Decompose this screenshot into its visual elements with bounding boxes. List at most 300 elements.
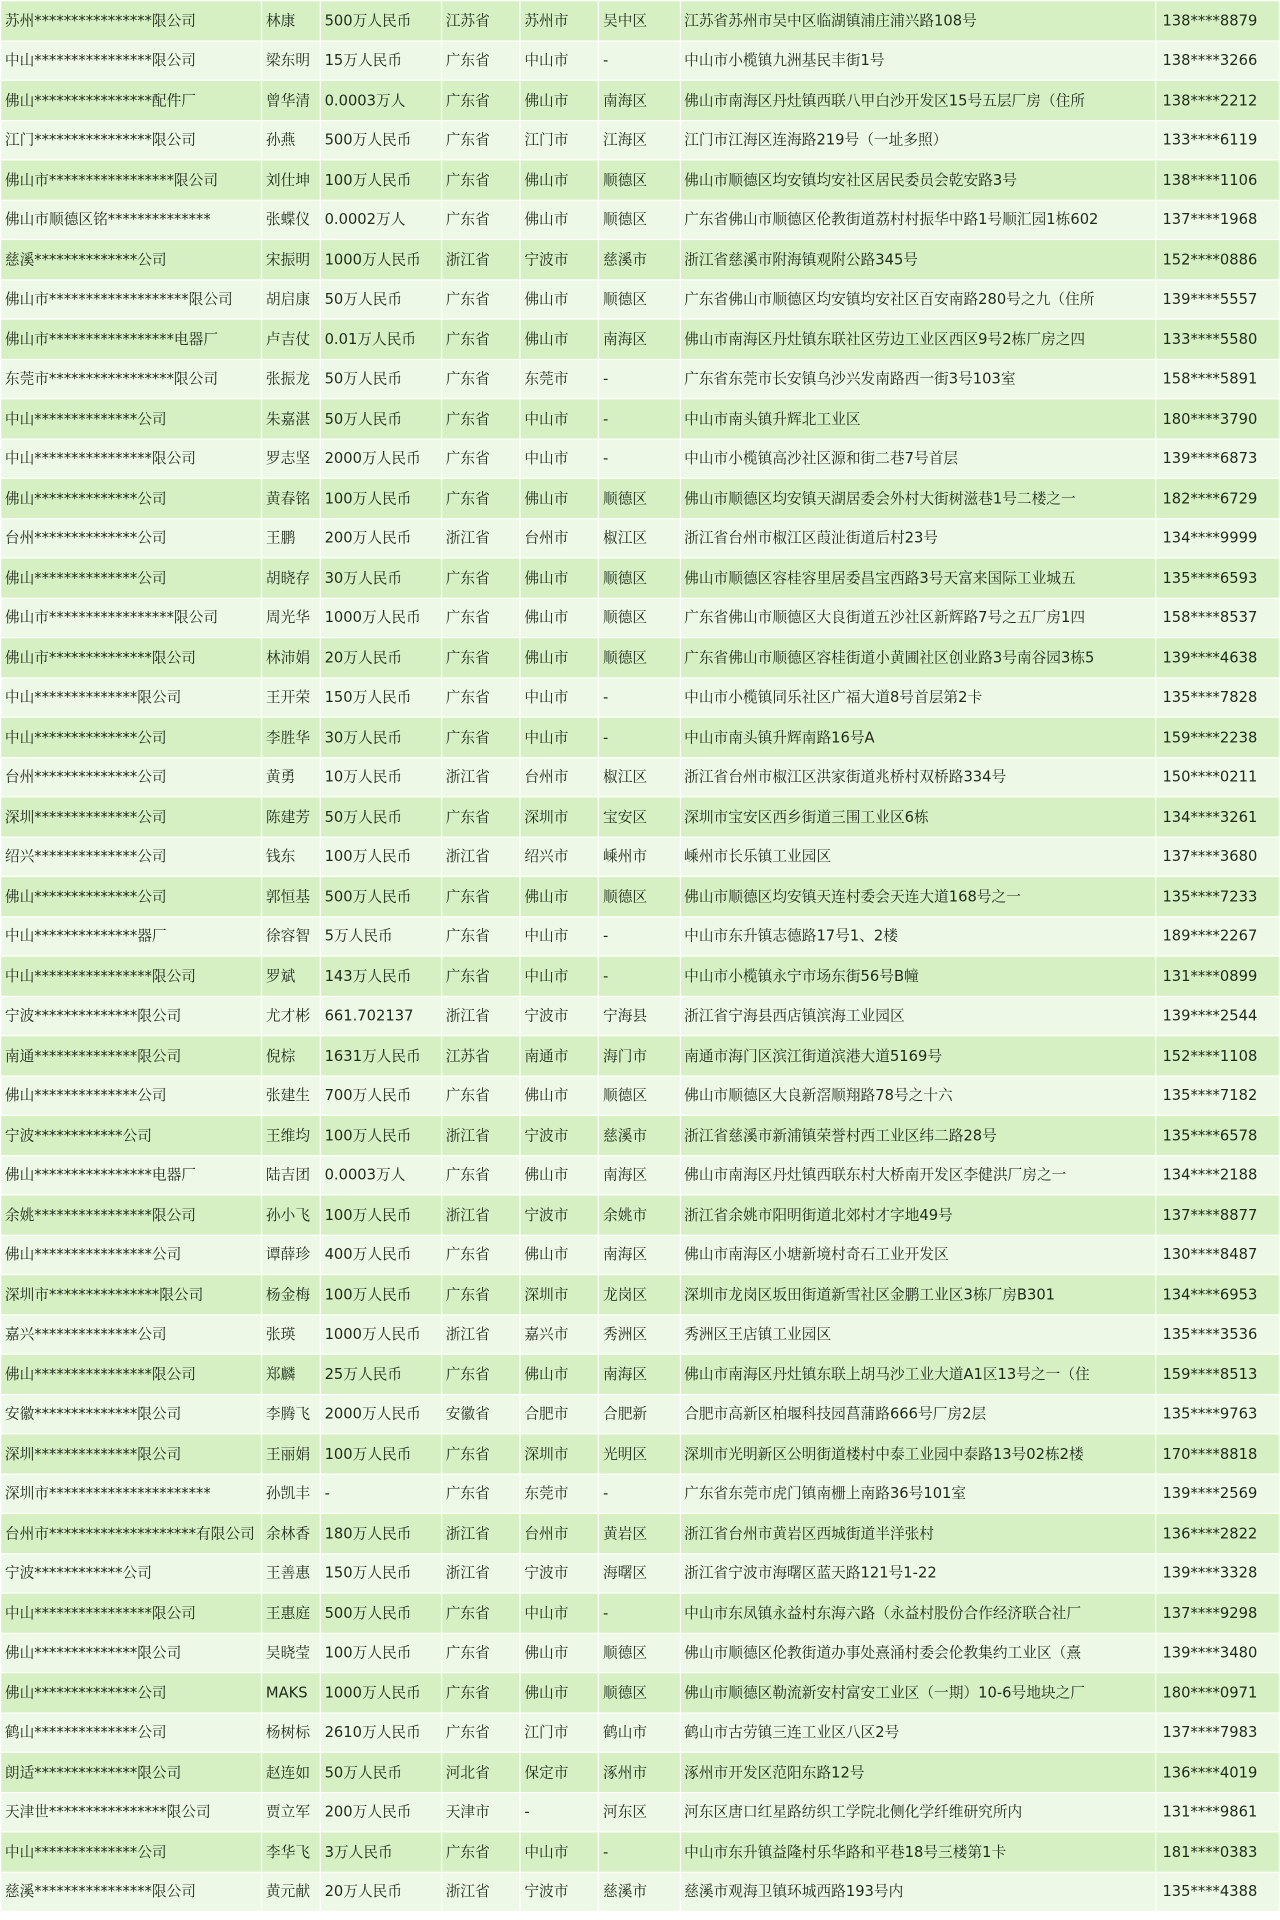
table-row [1,519,1279,558]
phone-cell: 182****6729 [1156,479,1278,518]
company-name-cell: 中山****************限公司 [1,41,261,80]
province-cell: 广东省 [442,200,519,239]
registered-capital-cell: 150万人民币 [321,678,441,717]
city-cell: 深圳市 [521,1275,598,1314]
phone-cell: 139****3480 [1156,1633,1278,1672]
city-cell: 佛山市 [521,1235,598,1274]
province-cell: 广东省 [442,1474,519,1513]
legal-rep-cell: 张振龙 [262,360,319,399]
table-row [1,81,1279,120]
city-cell: 中山市 [521,41,598,80]
city-cell: 宁波市 [521,240,598,279]
legal-rep-cell: 周光华 [262,598,319,637]
company-name-cell: 慈溪****************限公司 [1,1872,261,1911]
legal-rep-cell: 张建生 [262,1076,319,1115]
table-row [1,399,1279,438]
table-row [1,1514,1279,1553]
legal-rep-cell: 卢吉仗 [262,320,319,359]
phone-cell: 138****1106 [1156,160,1278,199]
district-cell: 秀洲区 [599,1315,679,1354]
table-row [1,1434,1279,1473]
registered-capital-cell: 500万人民币 [321,1,441,40]
district-cell: - [599,917,679,956]
registered-capital-cell: 100万人民币 [321,1196,441,1235]
phone-cell: 135****7233 [1156,877,1278,916]
province-cell: 广东省 [442,1673,519,1712]
table-row [1,1594,1279,1633]
legal-rep-cell: 徐容智 [262,917,319,956]
district-cell: 海门市 [599,1036,679,1075]
legal-rep-cell: 孙小飞 [262,1196,319,1235]
registered-capital-cell: 700万人民币 [321,1076,441,1115]
district-cell: 南海区 [599,1156,679,1195]
city-cell: 台州市 [521,1514,598,1553]
company-name-cell: 安徽**************限公司 [1,1395,261,1434]
company-name-cell: 台州**************公司 [1,519,261,558]
legal-rep-cell: 郭恒基 [262,877,319,916]
company-name-cell: 天津世****************限公司 [1,1793,261,1832]
city-cell: 东莞市 [521,360,598,399]
registered-capital-cell: - [321,1474,441,1513]
legal-rep-cell: 赵连如 [262,1753,319,1792]
province-cell: 广东省 [442,559,519,598]
legal-rep-cell: 宋振明 [262,240,319,279]
province-cell: 广东省 [442,1156,519,1195]
company-name-cell: 宁波************公司 [1,1554,261,1593]
phone-cell: 138****3266 [1156,41,1278,80]
address-cell: 江门市江海区连海路219号（一址多照） [680,121,1155,160]
phone-cell: 170****8818 [1156,1434,1278,1473]
district-cell: 慈溪市 [599,1872,679,1911]
district-cell: 涿州市 [599,1753,679,1792]
phone-cell: 137****8877 [1156,1196,1278,1235]
address-cell: 慈溪市观海卫镇环城西路193号内 [680,1872,1155,1911]
address-cell: 广东省东莞市长安镇乌沙兴发南路西一街3号103室 [680,360,1155,399]
province-cell: 广东省 [442,877,519,916]
city-cell: 佛山市 [521,1673,598,1712]
registered-capital-cell: 25万人民币 [321,1355,441,1394]
province-cell: 广东省 [442,598,519,637]
company-name-cell: 宁波************公司 [1,1116,261,1155]
legal-rep-cell: MAKS [262,1673,319,1712]
phone-cell: 135****7182 [1156,1076,1278,1115]
phone-cell: 135****4388 [1156,1872,1278,1911]
registered-capital-cell: 1000万人民币 [321,598,441,637]
city-cell: 中山市 [521,439,598,478]
legal-rep-cell: 王鹏 [262,519,319,558]
phone-cell: 131****9861 [1156,1793,1278,1832]
address-cell: 佛山市南海区丹灶镇东联上胡马沙工业大道A1区13号之一（住 [680,1355,1155,1394]
province-cell: 广东省 [442,797,519,836]
phone-cell: 134****6953 [1156,1275,1278,1314]
table-row [1,758,1279,797]
company-name-cell: 佛山**************公司 [1,877,261,916]
city-cell: 佛山市 [521,638,598,677]
province-cell: 广东省 [442,41,519,80]
legal-rep-cell: 谭薛珍 [262,1235,319,1274]
city-cell: 中山市 [521,917,598,956]
registered-capital-cell: 20万人民币 [321,638,441,677]
registered-capital-cell: 1000万人民币 [321,1315,441,1354]
phone-cell: 189****2267 [1156,917,1278,956]
phone-cell: 158****8537 [1156,598,1278,637]
province-cell: 广东省 [442,399,519,438]
province-cell: 广东省 [442,320,519,359]
address-cell: 佛山市顺德区均安镇天湖居委会外村大街树滋巷1号二楼之一 [680,479,1155,518]
company-name-cell: 佛山**************限公司 [1,1633,261,1672]
phone-cell: 159****2238 [1156,718,1278,757]
district-cell: 顺德区 [599,200,679,239]
registered-capital-cell: 50万人民币 [321,280,441,319]
city-cell: 佛山市 [521,598,598,637]
legal-rep-cell: 王惠庭 [262,1594,319,1633]
legal-rep-cell: 尤才彬 [262,996,319,1035]
district-cell: 顺德区 [599,1673,679,1712]
city-cell: 佛山市 [521,1633,598,1672]
address-cell: 中山市东升镇志德路17号1、2楼 [680,917,1155,956]
company-name-cell: 深圳**************限公司 [1,1434,261,1473]
district-cell: 嵊州市 [599,837,679,876]
registered-capital-cell: 100万人民币 [321,1434,441,1473]
legal-rep-cell: 朱嘉湛 [262,399,319,438]
district-cell: - [599,41,679,80]
district-cell: - [599,718,679,757]
phone-cell: 180****3790 [1156,399,1278,438]
phone-cell: 135****6578 [1156,1116,1278,1155]
legal-rep-cell: 黄春铭 [262,479,319,518]
city-cell: 深圳市 [521,797,598,836]
phone-cell: 133****6119 [1156,121,1278,160]
legal-rep-cell: 胡启康 [262,280,319,319]
company-name-cell: 中山**************器厂 [1,917,261,956]
city-cell: 江门市 [521,121,598,160]
district-cell: 余姚市 [599,1196,679,1235]
address-cell: 浙江省台州市椒江区葭沚街道后村23号 [680,519,1155,558]
phone-cell: 133****5580 [1156,320,1278,359]
phone-cell: 135****9763 [1156,1395,1278,1434]
legal-rep-cell: 贾立军 [262,1793,319,1832]
company-name-cell: 佛山市*****************限公司 [1,160,261,199]
district-cell: 南海区 [599,81,679,120]
city-cell: 佛山市 [521,1355,598,1394]
registered-capital-cell: 1000万人民币 [321,240,441,279]
district-cell: 黄岩区 [599,1514,679,1553]
registered-capital-cell: 15万人民币 [321,41,441,80]
city-cell: 宁波市 [521,1554,598,1593]
legal-rep-cell: 曾华清 [262,81,319,120]
province-cell: 河北省 [442,1753,519,1792]
table-row [1,678,1279,717]
province-cell: 广东省 [442,678,519,717]
legal-rep-cell: 张蝶仪 [262,200,319,239]
city-cell: 中山市 [521,399,598,438]
legal-rep-cell: 王善惠 [262,1554,319,1593]
city-cell: 中山市 [521,957,598,996]
city-cell: 佛山市 [521,200,598,239]
address-cell: 涿州市开发区范阳东路12号 [680,1753,1155,1792]
province-cell: 广东省 [442,439,519,478]
registered-capital-cell: 500万人民币 [321,877,441,916]
company-name-cell: 慈溪**************公司 [1,240,261,279]
district-cell: 顺德区 [599,638,679,677]
registered-capital-cell: 30万人民币 [321,559,441,598]
district-cell: - [599,1832,679,1871]
company-name-cell: 朗适**************限公司 [1,1753,261,1792]
company-name-cell: 中山****************限公司 [1,1594,261,1633]
table-row [1,797,1279,836]
phone-cell: 130****8487 [1156,1235,1278,1274]
company-name-cell: 佛山市*****************限公司 [1,598,261,637]
company-name-cell: 佛山**************公司 [1,1673,261,1712]
table-row [1,996,1279,1035]
company-name-cell: 中山**************限公司 [1,678,261,717]
province-cell: 江苏省 [442,1036,519,1075]
company-name-cell: 佛山****************限公司 [1,1355,261,1394]
province-cell: 广东省 [442,160,519,199]
table-row [1,1235,1279,1274]
registered-capital-cell: 50万人民币 [321,797,441,836]
city-cell: 佛山市 [521,559,598,598]
district-cell: 宝安区 [599,797,679,836]
phone-cell: 136****2822 [1156,1514,1278,1553]
registered-capital-cell: 2610万人民币 [321,1713,441,1752]
district-cell: - [599,1594,679,1633]
company-name-cell: 深圳市********************** [1,1474,261,1513]
address-cell: 秀洲区王店镇工业园区 [680,1315,1155,1354]
legal-rep-cell: 钱东 [262,837,319,876]
province-cell: 广东省 [442,1633,519,1672]
province-cell: 广东省 [442,917,519,956]
company-name-cell: 中山****************限公司 [1,957,261,996]
province-cell: 浙江省 [442,1196,519,1235]
registered-capital-cell: 100万人民币 [321,160,441,199]
city-cell: 东莞市 [521,1474,598,1513]
city-cell: 深圳市 [521,1434,598,1473]
address-cell: 中山市小榄镇永宁市场东街56号B幢 [680,957,1155,996]
legal-rep-cell: 杨树标 [262,1713,319,1752]
address-cell: 佛山市南海区丹灶镇西联八甲白沙开发区15号五层厂房（住所 [680,81,1155,120]
company-name-cell: 绍兴**************公司 [1,837,261,876]
legal-rep-cell: 郑麟 [262,1355,319,1394]
district-cell: - [599,957,679,996]
address-cell: 佛山市南海区丹灶镇西联东村大桥南开发区李健洪厂房之一 [680,1156,1155,1195]
province-cell: 天津市 [442,1793,519,1832]
registered-capital-cell: 5万人民币 [321,917,441,956]
province-cell: 广东省 [442,1594,519,1633]
district-cell: 江海区 [599,121,679,160]
city-cell: 佛山市 [521,1156,598,1195]
district-cell: 椒江区 [599,519,679,558]
district-cell: 南海区 [599,1235,679,1274]
district-cell: 顺德区 [599,280,679,319]
district-cell: 河东区 [599,1793,679,1832]
address-cell: 佛山市顺德区勒流新安村富安工业区（一期）10-6号地块之厂 [680,1673,1155,1712]
phone-cell: 139****4638 [1156,638,1278,677]
registered-capital-cell: 500万人民币 [321,121,441,160]
registered-capital-cell: 50万人民币 [321,399,441,438]
registered-capital-cell: 180万人民币 [321,1514,441,1553]
province-cell: 广东省 [442,1355,519,1394]
registered-capital-cell: 10万人民币 [321,758,441,797]
legal-rep-cell: 胡晓存 [262,559,319,598]
district-cell: 顺德区 [599,1076,679,1115]
table-row [1,559,1279,598]
phone-cell: 159****8513 [1156,1355,1278,1394]
table-row [1,360,1279,399]
legal-rep-cell: 王丽娟 [262,1434,319,1473]
district-cell: 顺德区 [599,160,679,199]
province-cell: 浙江省 [442,1554,519,1593]
company-name-cell: 佛山市顺德区铭************** [1,200,261,239]
province-cell: 广东省 [442,479,519,518]
city-cell: 宁波市 [521,996,598,1035]
table-row [1,718,1279,757]
table-row [1,1753,1279,1792]
phone-cell: 139****2544 [1156,996,1278,1035]
company-name-cell: 鹤山**************公司 [1,1713,261,1752]
phone-cell: 138****2212 [1156,81,1278,120]
address-cell: 中山市南头镇升辉北工业区 [680,399,1155,438]
phone-cell: 134****2188 [1156,1156,1278,1195]
table-row [1,1872,1279,1911]
city-cell: 台州市 [521,758,598,797]
company-name-cell: 佛山**************公司 [1,1076,261,1115]
legal-rep-cell: 陈建芳 [262,797,319,836]
district-cell: 鹤山市 [599,1713,679,1752]
company-name-cell: 佛山**************公司 [1,559,261,598]
phone-cell: 150****0211 [1156,758,1278,797]
table-row [1,1315,1279,1354]
company-name-cell: 佛山**************公司 [1,479,261,518]
registered-capital-cell: 150万人民币 [321,1554,441,1593]
address-cell: 佛山市顺德区伦教街道办事处熹涌村委会伦教集约工业区（熹 [680,1633,1155,1672]
registered-capital-cell: 50万人民币 [321,1753,441,1792]
registered-capital-cell: 1631万人民币 [321,1036,441,1075]
company-name-cell: 苏州****************限公司 [1,1,261,40]
legal-rep-cell: 孙凯丰 [262,1474,319,1513]
registered-capital-cell: 100万人民币 [321,479,441,518]
registered-capital-cell: 200万人民币 [321,1793,441,1832]
phone-cell: 137****7983 [1156,1713,1278,1752]
registered-capital-cell: 100万人民币 [321,1116,441,1155]
table-row [1,1554,1279,1593]
province-cell: 广东省 [442,1832,519,1871]
registered-capital-cell: 661.702137 [321,996,441,1035]
table-row [1,1275,1279,1314]
table-row [1,1474,1279,1513]
address-cell: 佛山市南海区小塘新境村奇石工业开发区 [680,1235,1155,1274]
legal-rep-cell: 刘仕坤 [262,160,319,199]
table-row [1,1156,1279,1195]
legal-rep-cell: 黄元献 [262,1872,319,1911]
phone-cell: 152****1108 [1156,1036,1278,1075]
address-cell: 佛山市南海区丹灶镇东联社区劳边工业区西区9号2栋厂房之四 [680,320,1155,359]
legal-rep-cell: 李胜华 [262,718,319,757]
city-cell: 中山市 [521,718,598,757]
district-cell: 椒江区 [599,758,679,797]
table-row [1,160,1279,199]
city-cell: 佛山市 [521,160,598,199]
address-cell: 广东省佛山市顺德区大良街道五沙社区新辉路7号之五厂房1四 [680,598,1155,637]
registered-capital-cell: 200万人民币 [321,519,441,558]
address-cell: 广东省佛山市顺德区容桂街道小黄圃社区创业路3号南谷园3栋5 [680,638,1155,677]
table-row [1,638,1279,677]
city-cell: 佛山市 [521,877,598,916]
phone-cell: 137****9298 [1156,1594,1278,1633]
address-cell: 中山市小榄镇高沙社区源和街二巷7号首层 [680,439,1155,478]
legal-rep-cell: 孙燕 [262,121,319,160]
registered-capital-cell: 143万人民币 [321,957,441,996]
table-row [1,1036,1279,1075]
district-cell: 海曙区 [599,1554,679,1593]
district-cell: 顺德区 [599,598,679,637]
province-cell: 广东省 [442,81,519,120]
company-name-cell: 江门****************限公司 [1,121,261,160]
district-cell: 合肥新 [599,1395,679,1434]
table-row [1,320,1279,359]
registered-capital-cell: 20万人民币 [321,1872,441,1911]
city-cell: 佛山市 [521,479,598,518]
city-cell: 佛山市 [521,320,598,359]
address-cell: 合肥市高新区柏堰科技园菖蒲路666号厂房2层 [680,1395,1155,1434]
table-row [1,41,1279,80]
address-cell: 浙江省慈溪市新浦镇荣誉村西工业区纬二路28号 [680,1116,1155,1155]
phone-cell: 136****4019 [1156,1753,1278,1792]
city-cell: 宁波市 [521,1872,598,1911]
province-cell: 广东省 [442,957,519,996]
address-cell: 广东省东莞市虎门镇南栅上南路36号101室 [680,1474,1155,1513]
registered-capital-cell: 30万人民币 [321,718,441,757]
district-cell: - [599,678,679,717]
table-row [1,1116,1279,1155]
registered-capital-cell: 2000万人民币 [321,439,441,478]
company-name-cell: 中山****************限公司 [1,439,261,478]
legal-rep-cell: 吴晓莹 [262,1633,319,1672]
phone-cell: 137****1968 [1156,200,1278,239]
district-cell: - [599,360,679,399]
province-cell: 江苏省 [442,1,519,40]
city-cell: 中山市 [521,678,598,717]
table-row [1,1713,1279,1752]
city-cell: 绍兴市 [521,837,598,876]
phone-cell: 135****6593 [1156,559,1278,598]
city-cell: 佛山市 [521,280,598,319]
table-row [1,917,1279,956]
table-row [1,1395,1279,1434]
company-name-cell: 佛山****************电器厂 [1,1156,261,1195]
registered-capital-cell: 0.0003万人 [321,1156,441,1195]
district-cell: 顺德区 [599,1633,679,1672]
city-cell: 嘉兴市 [521,1315,598,1354]
address-cell: 广东省佛山市顺德区均安镇均安社区百安南路280号之九（住所 [680,280,1155,319]
address-cell: 中山市东凤镇永益村东海六路（永益村股份合作经济联合社厂 [680,1594,1155,1633]
company-name-cell: 佛山市**************限公司 [1,638,261,677]
phone-cell: 139****6873 [1156,439,1278,478]
address-cell: 浙江省宁波市海曙区蓝天路121号1-22 [680,1554,1155,1593]
legal-rep-cell: 罗斌 [262,957,319,996]
district-cell: 龙岗区 [599,1275,679,1314]
company-name-cell: 台州**************公司 [1,758,261,797]
registered-capital-cell: 0.0002万人 [321,200,441,239]
province-cell: 浙江省 [442,996,519,1035]
phone-cell: 137****3680 [1156,837,1278,876]
district-cell: 顺德区 [599,877,679,916]
table-row [1,1076,1279,1115]
table-row [1,1196,1279,1235]
company-name-cell: 余姚****************限公司 [1,1196,261,1235]
legal-rep-cell: 李华飞 [262,1832,319,1871]
company-name-cell: 台州市********************有限公司 [1,1514,261,1553]
